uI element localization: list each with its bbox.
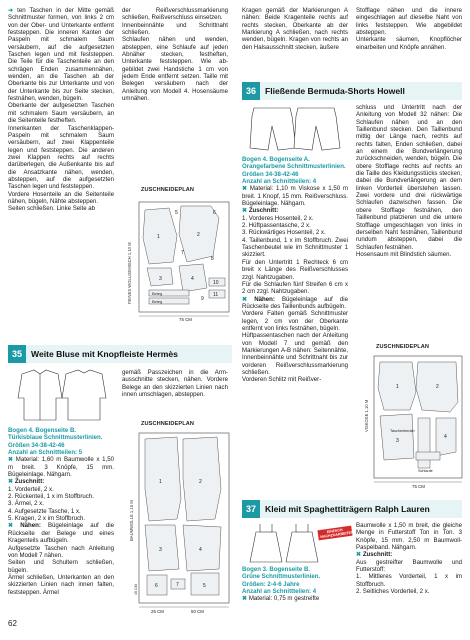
- piece-number: 3: [159, 547, 162, 553]
- paragraph: Für die Schlaufen fünf Streifen 6 cm x 2 cm zzgl. Nahtzugaben.: [242, 280, 348, 296]
- piece-number: 5: [175, 210, 178, 216]
- page-number: 62: [8, 619, 17, 628]
- cross-icon: ✖: [356, 551, 363, 559]
- cross-icon: ✖: [242, 207, 249, 215]
- section-number: 37: [242, 500, 260, 518]
- bluse-instructions: [8, 427, 114, 596]
- section-title: Kleid mit Spaghettiträgern Ralph Lauren: [265, 504, 430, 514]
- bogen-info: Bogen 3. Bogenseite B.: [242, 566, 311, 573]
- list-item: 1. Vorderteil, 2 x.: [8, 485, 54, 493]
- zuschneideplan-label: ZUSCHNEIDEPLAN: [376, 344, 429, 350]
- zuschneideplan-label: ZUSCHNEIDEPLAN: [141, 421, 194, 427]
- paragraph: Innenbeinnähte und Schrittnaht schließen.: [122, 21, 228, 37]
- list-item: 2. Hüftpassentasche, 2 x.: [242, 222, 311, 230]
- section-header-36: [242, 82, 462, 100]
- piece-number: 11: [213, 292, 219, 298]
- material-info: ✖ Material: 0,75 m gestreifte: [242, 595, 320, 603]
- list-item: 3. Rückwärtiges Hosenteil, 2 x.: [242, 229, 326, 237]
- naehen-info: ✖ Nähen: Bügeleinlage auf die Rückseite der Belege und eines Kragenteils aufbügeln.: [8, 522, 114, 545]
- cross-icon: ✖: [242, 595, 249, 603]
- section-title: Fließende Bermuda-Shorts Howell: [265, 86, 405, 96]
- bluse-instructions-cont: [122, 369, 228, 398]
- paragraph: Innenkanten der Taschenklappen-Paspeln mit schmalem Saum versäubern, auf zwei Klappenteile legen und feststeppen. Die anderen zwei Klappen rechts auf rechts darüberlegen, die Außenkante bis auf die Ansatzkante nähen, wenden, absteppen, auf die aufgesetzten Taschen legen und feststeppen.: [8, 124, 114, 191]
- fabric-label: VISKOSE 1,10 M: [364, 399, 369, 432]
- column-2-text: [122, 7, 228, 102]
- paragraph: Schlaufen nähen und wenden, absteppen, eine Schlaufe auf jeden Abnäher stecken, festheften, Unterkante feststeppen. Wie abgebildet zwei Handstiche 1 cm von jedem Ende entfernt setzen. Taille mit Belegen versäubern nach der Anleitung von Modell 4. Hosensäume umnähen.: [122, 36, 228, 103]
- list-item: 1. Vorderes Hosenteil, 2 x.: [242, 214, 314, 222]
- cross-icon: ✖: [8, 522, 21, 530]
- piece-number: 9: [201, 296, 204, 302]
- piece-number: 4: [199, 547, 202, 553]
- material-info: ✖ Material: 1,60 m Baumwolle x 1,50 m breit. 3 Knöpfe, 15 mm. Bügeleinlage. Nähgarn.: [8, 456, 114, 479]
- cutting-plan-blouse: [121, 429, 233, 615]
- column-4-text: [356, 7, 462, 51]
- width-label: 50 CM: [191, 609, 204, 614]
- paragraph: der Reißverschlussmarkierung schließen, Reißverschluss einsetzen.: [122, 7, 228, 22]
- paragraph: Vorderen Schlitz mit Reißver-: [242, 376, 322, 384]
- piece-number: 7: [181, 250, 184, 256]
- piece-number: 8: [211, 256, 214, 262]
- section-title: Weite Bluse mit Knopfleiste Hermès: [31, 349, 178, 359]
- line-info: Orangefarbene Schnittmusterlinien.: [242, 163, 346, 171]
- zuschnitt-heading: ✖ Zuschnitt:: [242, 207, 279, 215]
- piece-number: 6: [213, 210, 216, 216]
- cross-icon: ✖: [8, 456, 16, 464]
- sizes-info: Größen 34-38-42-46: [8, 441, 65, 449]
- paragraph: Ärmel schließen, Unterkanten an den skizzierten Linien nach innen falten, feststeppen. Ärmel: [8, 573, 114, 596]
- cross-icon: ✖: [242, 185, 250, 193]
- paragraph: Kragen gemäß der Markierungen A nähen: Beide Kragenteile rechts auf rechts stecken, Oberkante ab der Markierung A schließen, nach rechts wenden, bügeln. Kragen von rechts an den Halsausschnitt stecken, äußere: [242, 7, 348, 51]
- sizes-info: Größen: 2-4-6 Jahre: [242, 580, 300, 588]
- paragraph: Hosensaum mit Blindstich säumen.: [356, 250, 452, 258]
- zuschneideplan-label: ZUSCHNEIDEPLAN: [141, 187, 194, 193]
- paragraph: Seiten schließen. Linke Seite ab: [8, 205, 96, 213]
- paragraph: Hüftpassentaschen nach der Anleitung von Modell 7 und gemäß den Markierungen A-B nähen: Seitennähte, Innenbeinnähte und Schrittnaht bis zur vorderen Reißverschlussmarkierung schließen.: [242, 332, 348, 376]
- list-item: 4. Aufgesetzte Tasche, 1 x.: [8, 507, 81, 515]
- piece-number: 7: [176, 582, 179, 588]
- kleid-instructions-cont: [356, 522, 462, 595]
- paragraph: gemäß Passzeichen in die Armausschnitte stecken, nähen. Vordere Belege an den skizzierten Linien nach innen umschlagen, absteppen.: [122, 369, 228, 399]
- easy-badge: EINFACH NACHZUARBEITEN: [317, 526, 352, 541]
- piece-number: 1: [396, 384, 399, 390]
- column-1-text: [8, 7, 114, 213]
- naehen-info: ✖ Nähen: Bügeleinlage auf die Rückseite des Taillenbunds aufbügeln.: [242, 295, 348, 310]
- shorts-instructions: [242, 156, 348, 384]
- cutting-plan-shorts: [121, 196, 233, 322]
- shorts-illustration: [246, 104, 344, 154]
- beleg-label: Beleg: [152, 291, 163, 296]
- piece-number: 3: [396, 438, 399, 444]
- piece-number: 4: [444, 434, 447, 440]
- paragraph: Vordere Hosenteile an die Seitenteile nähen, bügeln, Nähte absteppen.: [8, 190, 114, 205]
- width-label: 75 CM: [179, 317, 192, 322]
- pieces-count: Anzahl an Schnittteilen: 5: [8, 449, 83, 457]
- width-label: 25 CM: [151, 609, 164, 614]
- kleid-instructions: [242, 566, 348, 603]
- paragraph: schluss und Untertritt nach der Anleitung von Modell 32 nähen: Die Schlaufen nähen und an den Taillenbund stecken. Den Taillenbund mittig der Länge nach, rechts auf rechts falten, Enden schließen, dabei an einem die Bundverlängerung zurückschneiden, wenden, bügeln. Die obere Stofflage rechts auf rechts an die Taille des Kleidungsstücks stecken, dabei die Bundverlängerung an dem linken Vorderteil überstehen lassen. Zwei vordere und drei rückwärtige Schlaufen dazwischen fassen. Die obere Stofflage festnähen, den Taillenbund platzieren und die untere Stofflage umgeschlagen von links in derselben Naht festnähen, Taillenbund rundum absteppen, dabei die Schlaufen festnähen.: [356, 104, 462, 251]
- piece-number: 2: [436, 384, 439, 390]
- sizes-info: Größen 34-38-42-46: [242, 170, 299, 178]
- bogen-info: Bogen 4. Bogenseite A.: [242, 156, 310, 163]
- cutting-plan-viscose: [356, 352, 466, 492]
- piece-number: 2: [199, 479, 202, 485]
- section-header-37: [242, 500, 462, 518]
- list-item: 2. Seitliches Vorderteil, 2 x.: [356, 588, 430, 596]
- list-item: 4. Taillenbund, 1 x im Stoffbruch. Zwei Taschenbeutel wie im Schnittmuster 1 skizziert.: [242, 236, 348, 259]
- paragraph: Für den Untertritt 1 Rechteck 6 cm breit x Länge des Reißverschlusses zzgl. Nahtzugaben.: [242, 258, 348, 281]
- section-header-35: [8, 345, 232, 363]
- shorts-instructions-cont: [356, 104, 462, 258]
- list-item: 1. Mittleres Vorderteil, 1 x im Stoffbruch.: [356, 573, 462, 588]
- cross-icon: ✖: [8, 478, 15, 486]
- list-item: 2. Rückenteil, 1 x im Stoffbruch.: [8, 493, 94, 501]
- measure-label: 45 CM: [134, 584, 138, 595]
- piece-number: 4: [191, 276, 194, 282]
- piece-number: 2: [197, 232, 200, 238]
- piece-number: 1: [157, 234, 160, 240]
- piece-number: 6: [155, 583, 158, 589]
- line-info: Grüne Schnittmusterlinien.: [242, 573, 321, 581]
- taschenbeutel-label: Taschenbeutel: [390, 429, 415, 433]
- fabric-label: FEINES WOLLGEMISCH 1,10 M: [127, 242, 132, 304]
- column-3-text: [242, 7, 348, 51]
- line-info: Türkisblaue Schnittmusterlinien.: [8, 434, 103, 442]
- section-number: 35: [8, 345, 26, 363]
- piece-number: 10: [213, 280, 219, 286]
- paragraph: Stofflage nähen und die innere eingeschlagen auf dieselbe Naht von links feststeppen. Wie abgebildet absteppen.: [356, 7, 462, 37]
- width-label: 75 CM: [412, 484, 425, 489]
- paragraph: Aus gestreifter Baumwolle und Futterstoff:: [356, 558, 462, 574]
- list-item: 3. Ärmel, 2 x.: [8, 500, 44, 508]
- list-item: 5. Kragen, 2 x im Stoffbruch.: [8, 515, 86, 523]
- bogen-info: Bogen 4. Bogenseite B.: [8, 427, 77, 434]
- zuschnitt-heading: ✖ Zuschnitt:: [8, 478, 45, 486]
- zuschnitt-heading: ✖ Zuschnitt:: [356, 551, 393, 559]
- schlaufe-label: Schlaufe: [418, 469, 433, 473]
- paragraph: ➜ ten Taschen in der Mitte gemäß Schnittmuster formen, von links 2 cm von der Ober- und Unterkante entfernt feststeppen. Die inneren Kanten der Paspeln mit schmalem Saum versäubern, auf die aufgesetzten Taschen legen und mit feststeppen. Die Teile für die Taschenteile an den schrägen Enden zusammennähen, wenden, an die Taschen ab der Oberkante bis zur Unterkante und von der Unterkante bis zur Seite stecken, festnähen, wenden, bügeln.: [8, 7, 114, 103]
- paragraph: Oberkante der aufgesetzten Taschen mit schmalem Saum versäubern, an die Seitenteile festheften.: [8, 102, 114, 125]
- paragraph: Unterkante säumen, Knopflöcher einarbeiten und Knöpfe annähen.: [356, 36, 462, 51]
- paragraph: Baumwolle x 1,50 m breit, die gleiche Menge in Futterstoff Ton in Ton. 3 Knöpfe, 15 mm. 2,50 m Baumwoll-Paspelband. Nähgarn.: [356, 522, 462, 552]
- pieces-count: Anzahl an Schnittteilen: 4: [242, 588, 317, 596]
- pieces-count: Anzahl an Schnittteilen: 4: [242, 178, 317, 186]
- piece-number: 1: [159, 479, 162, 485]
- arrow-icon: ➜: [8, 7, 14, 14]
- paragraph: Aufgesetzte Taschen nach Anleitung von Modell 7 nähen.: [8, 544, 114, 559]
- paragraph: Vordere Falten gemäß Schnittmuster legen, 2 cm von der Oberkante entfernt von links festnähen, bügeln.: [242, 310, 348, 332]
- piece-number: 5: [203, 583, 206, 589]
- beleg-label: Beleg: [152, 299, 163, 304]
- paragraph: Seiten und Schultern schließen, bügeln.: [8, 559, 114, 574]
- piece-number: 3: [159, 276, 162, 282]
- dress-illustration: [246, 520, 346, 564]
- material-info: ✖ Material: 1,10 m Viskose x 1,50 m breit. 1 Knopf, 15 mm. Reißverschluss. Bügeleinlage. Nähgarn.: [242, 185, 348, 208]
- blouse-illustration: [12, 368, 110, 424]
- fabric-label: BAUMWOLLE 1,15 M: [129, 500, 134, 541]
- cross-icon: ✖: [242, 295, 255, 303]
- section-number: 36: [242, 82, 260, 100]
